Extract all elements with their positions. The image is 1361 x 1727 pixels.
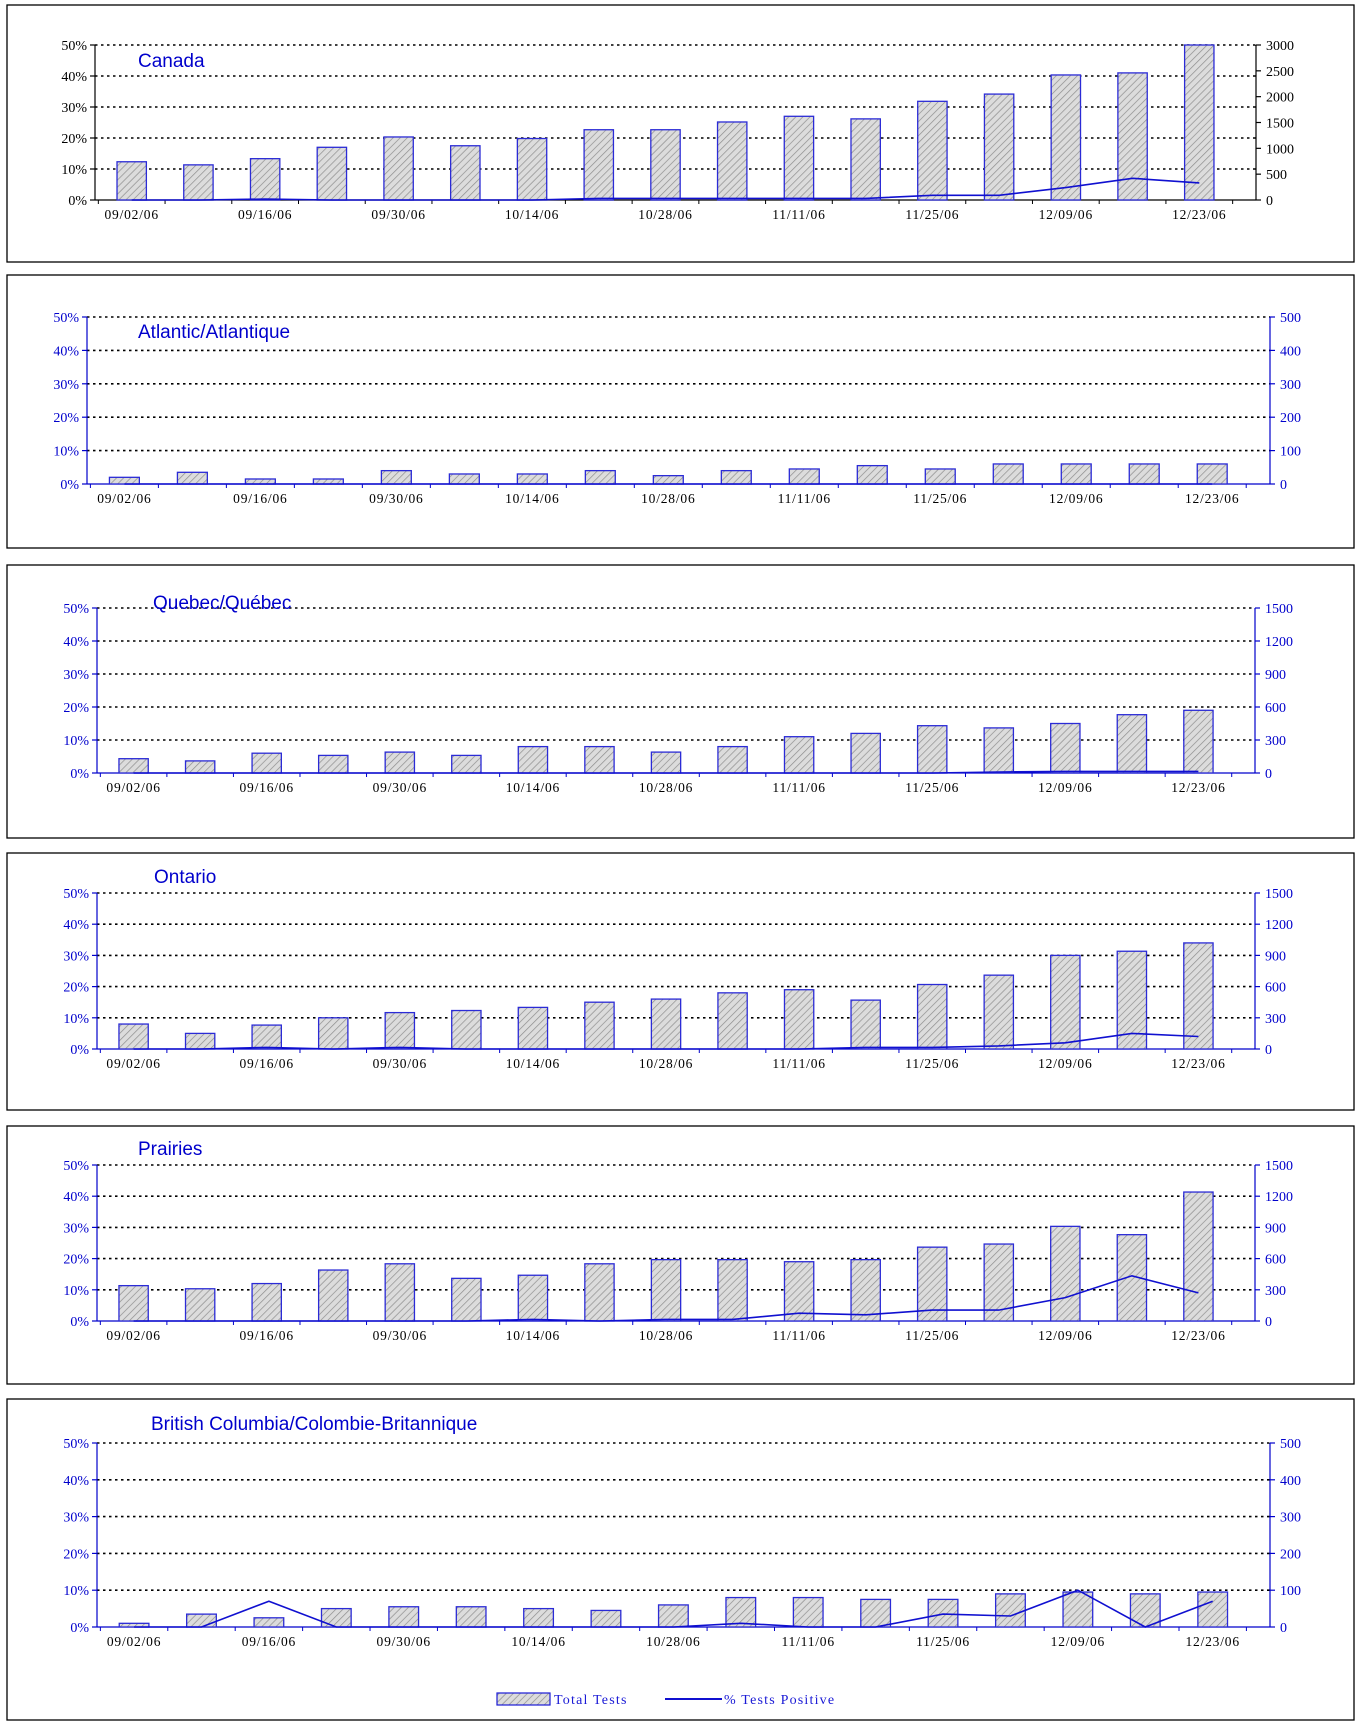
x-tick-label: 10/14/06 (505, 780, 561, 795)
left-tick-label: 30% (63, 668, 89, 683)
x-tick-label: 09/30/06 (369, 491, 424, 506)
right-tick-label: 600 (1265, 1252, 1286, 1268)
right-tick-label: 200 (1280, 411, 1301, 427)
total-tests-bar (1185, 45, 1214, 200)
total-tests-bar (385, 1264, 414, 1321)
total-tests-bar (1051, 1226, 1080, 1321)
total-tests-bar (651, 130, 680, 200)
total-tests-bar (984, 94, 1013, 200)
right-tick-label: 100 (1280, 1584, 1301, 1600)
total-tests-bar (918, 101, 947, 200)
total-tests-bar (452, 1011, 481, 1049)
left-tick-label: 0% (70, 767, 89, 782)
panel-title: Canada (138, 51, 205, 72)
left-tick-label: 0% (70, 1621, 89, 1636)
total-tests-bar (653, 476, 683, 484)
total-tests-bar (1118, 73, 1147, 200)
x-tick-label: 10/28/06 (646, 1634, 701, 1649)
left-tick-label: 20% (63, 980, 89, 996)
right-tick-label: 0 (1280, 478, 1287, 493)
left-tick-label: 10% (63, 1584, 89, 1600)
left-tick-label: 50% (61, 39, 87, 54)
x-tick-label: 12/23/06 (1185, 491, 1240, 506)
total-tests-bar (718, 993, 747, 1049)
x-tick-label: 10/28/06 (638, 1328, 694, 1343)
x-tick-label: 11/25/06 (905, 1056, 960, 1071)
total-tests-bar (1051, 75, 1080, 200)
chart-panel (7, 565, 1354, 838)
left-tick-label: 50% (63, 1437, 89, 1452)
left-tick-label: 50% (53, 311, 79, 326)
right-tick-label: 1500 (1265, 602, 1293, 617)
left-tick-label: 10% (61, 163, 87, 178)
left-tick-label: 20% (53, 411, 79, 427)
left-tick-label: 40% (63, 918, 89, 934)
left-tick-label: 20% (63, 701, 89, 716)
left-tick-label: 0% (68, 194, 87, 209)
x-tick-label: 10/14/06 (505, 1056, 561, 1071)
total-tests-bar (659, 1605, 689, 1627)
x-tick-label: 11/25/06 (905, 780, 960, 795)
chart-panel (7, 5, 1354, 262)
total-tests-bar (319, 1018, 348, 1049)
left-tick-label: 0% (70, 1043, 89, 1058)
x-tick-label: 12/23/06 (1171, 1056, 1226, 1071)
left-tick-label: 0% (60, 478, 79, 493)
left-tick-label: 0% (70, 1315, 89, 1330)
total-tests-bar (451, 146, 480, 200)
right-tick-label: 300 (1265, 734, 1286, 749)
total-tests-bar (1117, 715, 1146, 773)
total-tests-bar (186, 1033, 215, 1049)
total-tests-bar (117, 162, 146, 200)
total-tests-bar (1061, 464, 1091, 484)
total-tests-bar (851, 119, 880, 200)
left-tick-label: 10% (63, 1283, 89, 1299)
total-tests-bar (585, 1264, 614, 1321)
total-tests-bar (1198, 1592, 1228, 1627)
left-tick-label: 10% (53, 444, 79, 460)
panel-title: British Columbia/Colombie-Britannique (151, 1414, 478, 1435)
x-tick-label: 09/16/06 (237, 207, 293, 222)
right-tick-label: 1500 (1265, 887, 1293, 902)
x-tick-label: 10/14/06 (505, 491, 560, 506)
x-tick-label: 09/16/06 (239, 1056, 294, 1071)
panel-title: Atlantic/Atlantique (138, 322, 291, 343)
x-tick-label: 11/11/06 (772, 1056, 826, 1071)
total-tests-bar (252, 1284, 281, 1321)
total-tests-bar (119, 1286, 148, 1321)
right-tick-label: 500 (1280, 311, 1301, 326)
chart-legend (497, 1693, 835, 1708)
total-tests-bar (1051, 955, 1080, 1049)
right-tick-label: 100 (1280, 444, 1301, 460)
right-tick-label: 600 (1265, 980, 1286, 996)
x-tick-label: 09/30/06 (372, 1056, 428, 1071)
left-tick-label: 40% (61, 70, 87, 85)
total-tests-bar (321, 1609, 351, 1627)
legend-total-tests-label: Total Tests (554, 1693, 628, 1708)
x-tick-label: 10/14/06 (505, 1328, 561, 1343)
right-tick-label: 1500 (1266, 116, 1294, 132)
total-tests-bar (1184, 943, 1213, 1049)
x-tick-label: 09/02/06 (104, 207, 159, 222)
chart-panel (7, 275, 1354, 548)
x-tick-label: 10/14/06 (504, 207, 560, 222)
total-tests-bar (861, 1599, 891, 1627)
total-tests-bar (718, 122, 747, 200)
x-tick-label: 11/25/06 (905, 207, 960, 222)
total-tests-bar (784, 990, 813, 1049)
left-tick-label: 40% (63, 1473, 89, 1489)
right-tick-label: 0 (1265, 767, 1272, 782)
panel-border (7, 275, 1354, 548)
total-tests-bar (452, 1278, 481, 1321)
right-tick-label: 0 (1280, 1621, 1287, 1636)
right-tick-label: 900 (1265, 668, 1286, 683)
total-tests-bar (918, 726, 947, 773)
right-tick-label: 500 (1280, 1437, 1301, 1452)
total-tests-bar (928, 1599, 958, 1627)
right-tick-label: 400 (1280, 344, 1301, 360)
total-tests-bar (984, 975, 1013, 1049)
right-tick-label: 0 (1265, 1043, 1272, 1058)
right-tick-label: 900 (1265, 1221, 1286, 1237)
total-tests-bar (1051, 724, 1080, 774)
total-tests-bar (925, 469, 955, 484)
total-tests-bar (857, 466, 887, 484)
total-tests-bar (784, 116, 813, 200)
x-tick-label: 09/16/06 (239, 1328, 294, 1343)
x-tick-label: 11/25/06 (913, 491, 968, 506)
x-tick-label: 09/30/06 (371, 207, 426, 222)
x-tick-label: 11/11/06 (781, 1634, 835, 1649)
left-tick-label: 40% (63, 635, 89, 650)
total-tests-bar (456, 1607, 486, 1627)
total-tests-bar (517, 474, 547, 484)
x-tick-label: 12/09/06 (1038, 1328, 1093, 1343)
left-tick-label: 30% (53, 377, 79, 393)
total-tests-bar (517, 139, 546, 200)
panel-border (7, 853, 1354, 1110)
right-tick-label: 400 (1280, 1473, 1301, 1489)
right-tick-label: 500 (1266, 168, 1287, 184)
right-tick-label: 2000 (1266, 90, 1294, 106)
total-tests-bar (721, 471, 751, 484)
x-tick-label: 12/09/06 (1038, 780, 1093, 795)
x-tick-label: 12/23/06 (1185, 1634, 1240, 1649)
x-tick-label: 12/09/06 (1038, 1056, 1093, 1071)
total-tests-bar (385, 752, 414, 773)
x-tick-label: 10/28/06 (641, 491, 696, 506)
total-tests-bar (187, 1614, 217, 1627)
right-tick-label: 2500 (1266, 64, 1294, 80)
total-tests-bar (384, 137, 413, 200)
total-tests-bar (793, 1598, 823, 1627)
panel-border (7, 1399, 1354, 1720)
x-tick-label: 10/28/06 (638, 207, 693, 222)
right-tick-label: 1200 (1265, 918, 1293, 934)
left-tick-label: 20% (61, 132, 87, 147)
chart-panel (7, 1126, 1354, 1384)
x-tick-label: 09/16/06 (233, 491, 288, 506)
right-tick-label: 300 (1265, 1011, 1286, 1027)
total-tests-bar (385, 1013, 414, 1049)
total-tests-bar (584, 130, 613, 200)
total-tests-bar (518, 747, 547, 773)
x-tick-label: 12/09/06 (1049, 491, 1104, 506)
left-tick-label: 40% (53, 344, 79, 360)
x-tick-label: 09/02/06 (106, 780, 161, 795)
x-tick-label: 09/16/06 (241, 1634, 297, 1649)
x-tick-label: 09/02/06 (106, 1634, 162, 1649)
right-tick-label: 1200 (1265, 1190, 1293, 1206)
total-tests-bar (186, 761, 215, 773)
left-tick-label: 50% (63, 887, 89, 902)
total-tests-bar (317, 147, 346, 200)
left-tick-label: 50% (63, 602, 89, 617)
left-tick-label: 30% (63, 1510, 89, 1526)
x-tick-label: 09/30/06 (372, 1328, 428, 1343)
right-tick-label: 600 (1265, 701, 1286, 716)
left-tick-label: 10% (63, 1011, 89, 1027)
total-tests-bar (119, 759, 148, 773)
chart-panel (7, 853, 1354, 1110)
left-tick-label: 20% (63, 1252, 89, 1268)
total-tests-bar (651, 752, 680, 773)
total-tests-bar (389, 1607, 419, 1627)
legend-pct-positive-label: % Tests Positive (724, 1693, 836, 1708)
total-tests-bar (585, 1002, 614, 1049)
x-tick-label: 09/16/06 (239, 780, 294, 795)
left-tick-label: 30% (63, 1221, 89, 1237)
x-tick-label: 12/09/06 (1038, 207, 1094, 222)
total-tests-bar (252, 753, 281, 773)
x-tick-label: 12/23/06 (1172, 207, 1227, 222)
x-tick-label: 12/09/06 (1050, 1634, 1106, 1649)
panel-title: Prairies (138, 1139, 203, 1160)
panel-title: Ontario (154, 867, 217, 888)
total-tests-bar (1129, 464, 1159, 484)
right-tick-label: 300 (1265, 1283, 1286, 1299)
total-tests-bar (918, 985, 947, 1049)
right-tick-label: 300 (1280, 1510, 1301, 1526)
x-tick-label: 11/11/06 (772, 1328, 826, 1343)
x-tick-label: 11/11/06 (772, 780, 826, 795)
x-tick-label: 09/30/06 (372, 780, 428, 795)
total-tests-bar (1197, 464, 1227, 484)
x-tick-label: 10/14/06 (511, 1634, 566, 1649)
total-tests-bar (851, 1000, 880, 1049)
right-tick-label: 1500 (1265, 1159, 1293, 1174)
x-tick-label: 09/02/06 (97, 491, 152, 506)
total-tests-bar (718, 747, 747, 773)
total-tests-bar (186, 1289, 215, 1321)
total-tests-bar (585, 747, 614, 773)
total-tests-bar (784, 1262, 813, 1321)
right-tick-label: 0 (1265, 1315, 1272, 1330)
total-tests-bar (319, 755, 348, 773)
legend-bar-swatch (497, 1693, 550, 1705)
x-tick-label: 09/30/06 (376, 1634, 431, 1649)
x-tick-label: 09/02/06 (106, 1056, 161, 1071)
total-tests-bar (177, 472, 207, 484)
left-tick-label: 30% (61, 101, 87, 116)
total-tests-bar (651, 999, 680, 1049)
total-tests-bar (109, 477, 139, 484)
total-tests-bar (984, 728, 1013, 773)
total-tests-bar (518, 1275, 547, 1321)
right-tick-label: 1000 (1266, 142, 1294, 158)
total-tests-bar (184, 165, 213, 200)
total-tests-bar (119, 1024, 148, 1049)
x-tick-label: 11/25/06 (916, 1634, 970, 1649)
total-tests-bar (591, 1610, 621, 1627)
panel-title: Quebec/Québec (153, 593, 292, 614)
right-tick-label: 1200 (1265, 635, 1293, 650)
total-tests-bar (252, 1025, 281, 1049)
total-tests-bar (452, 755, 481, 773)
total-tests-bar (1184, 710, 1213, 773)
x-tick-label: 10/28/06 (638, 780, 694, 795)
right-tick-label: 200 (1280, 1547, 1301, 1563)
right-tick-label: 900 (1265, 949, 1286, 965)
total-tests-bar (1063, 1592, 1093, 1627)
right-tick-label: 3000 (1266, 39, 1294, 54)
x-tick-label: 12/23/06 (1171, 780, 1226, 795)
left-tick-label: 40% (63, 1190, 89, 1206)
total-tests-bar (518, 1007, 547, 1049)
total-tests-bar (585, 471, 615, 484)
total-tests-bar (250, 159, 279, 200)
x-tick-label: 11/11/06 (777, 491, 831, 506)
x-tick-label: 09/02/06 (106, 1328, 161, 1343)
left-tick-label: 20% (63, 1547, 89, 1563)
total-tests-bar (784, 737, 813, 773)
total-tests-bar (996, 1594, 1026, 1627)
x-tick-label: 11/11/06 (772, 207, 826, 222)
left-tick-label: 50% (63, 1159, 89, 1174)
right-tick-label: 0 (1266, 194, 1273, 209)
total-tests-bar (319, 1270, 348, 1321)
total-tests-bar (851, 733, 880, 773)
chart-panel (7, 1399, 1354, 1720)
x-tick-label: 12/23/06 (1171, 1328, 1226, 1343)
total-tests-bar (254, 1618, 284, 1627)
right-tick-label: 300 (1280, 377, 1301, 393)
left-tick-label: 30% (63, 949, 89, 965)
total-tests-bar (651, 1260, 680, 1321)
total-tests-bar (851, 1260, 880, 1321)
total-tests-bar (449, 474, 479, 484)
total-tests-bar (718, 1260, 747, 1321)
x-tick-label: 11/25/06 (905, 1328, 960, 1343)
total-tests-bar (993, 464, 1023, 484)
x-tick-label: 10/28/06 (638, 1056, 694, 1071)
total-tests-bar (524, 1609, 554, 1627)
total-tests-bar (1184, 1192, 1213, 1321)
total-tests-bar (789, 469, 819, 484)
left-tick-label: 10% (63, 734, 89, 749)
total-tests-bar (381, 471, 411, 484)
